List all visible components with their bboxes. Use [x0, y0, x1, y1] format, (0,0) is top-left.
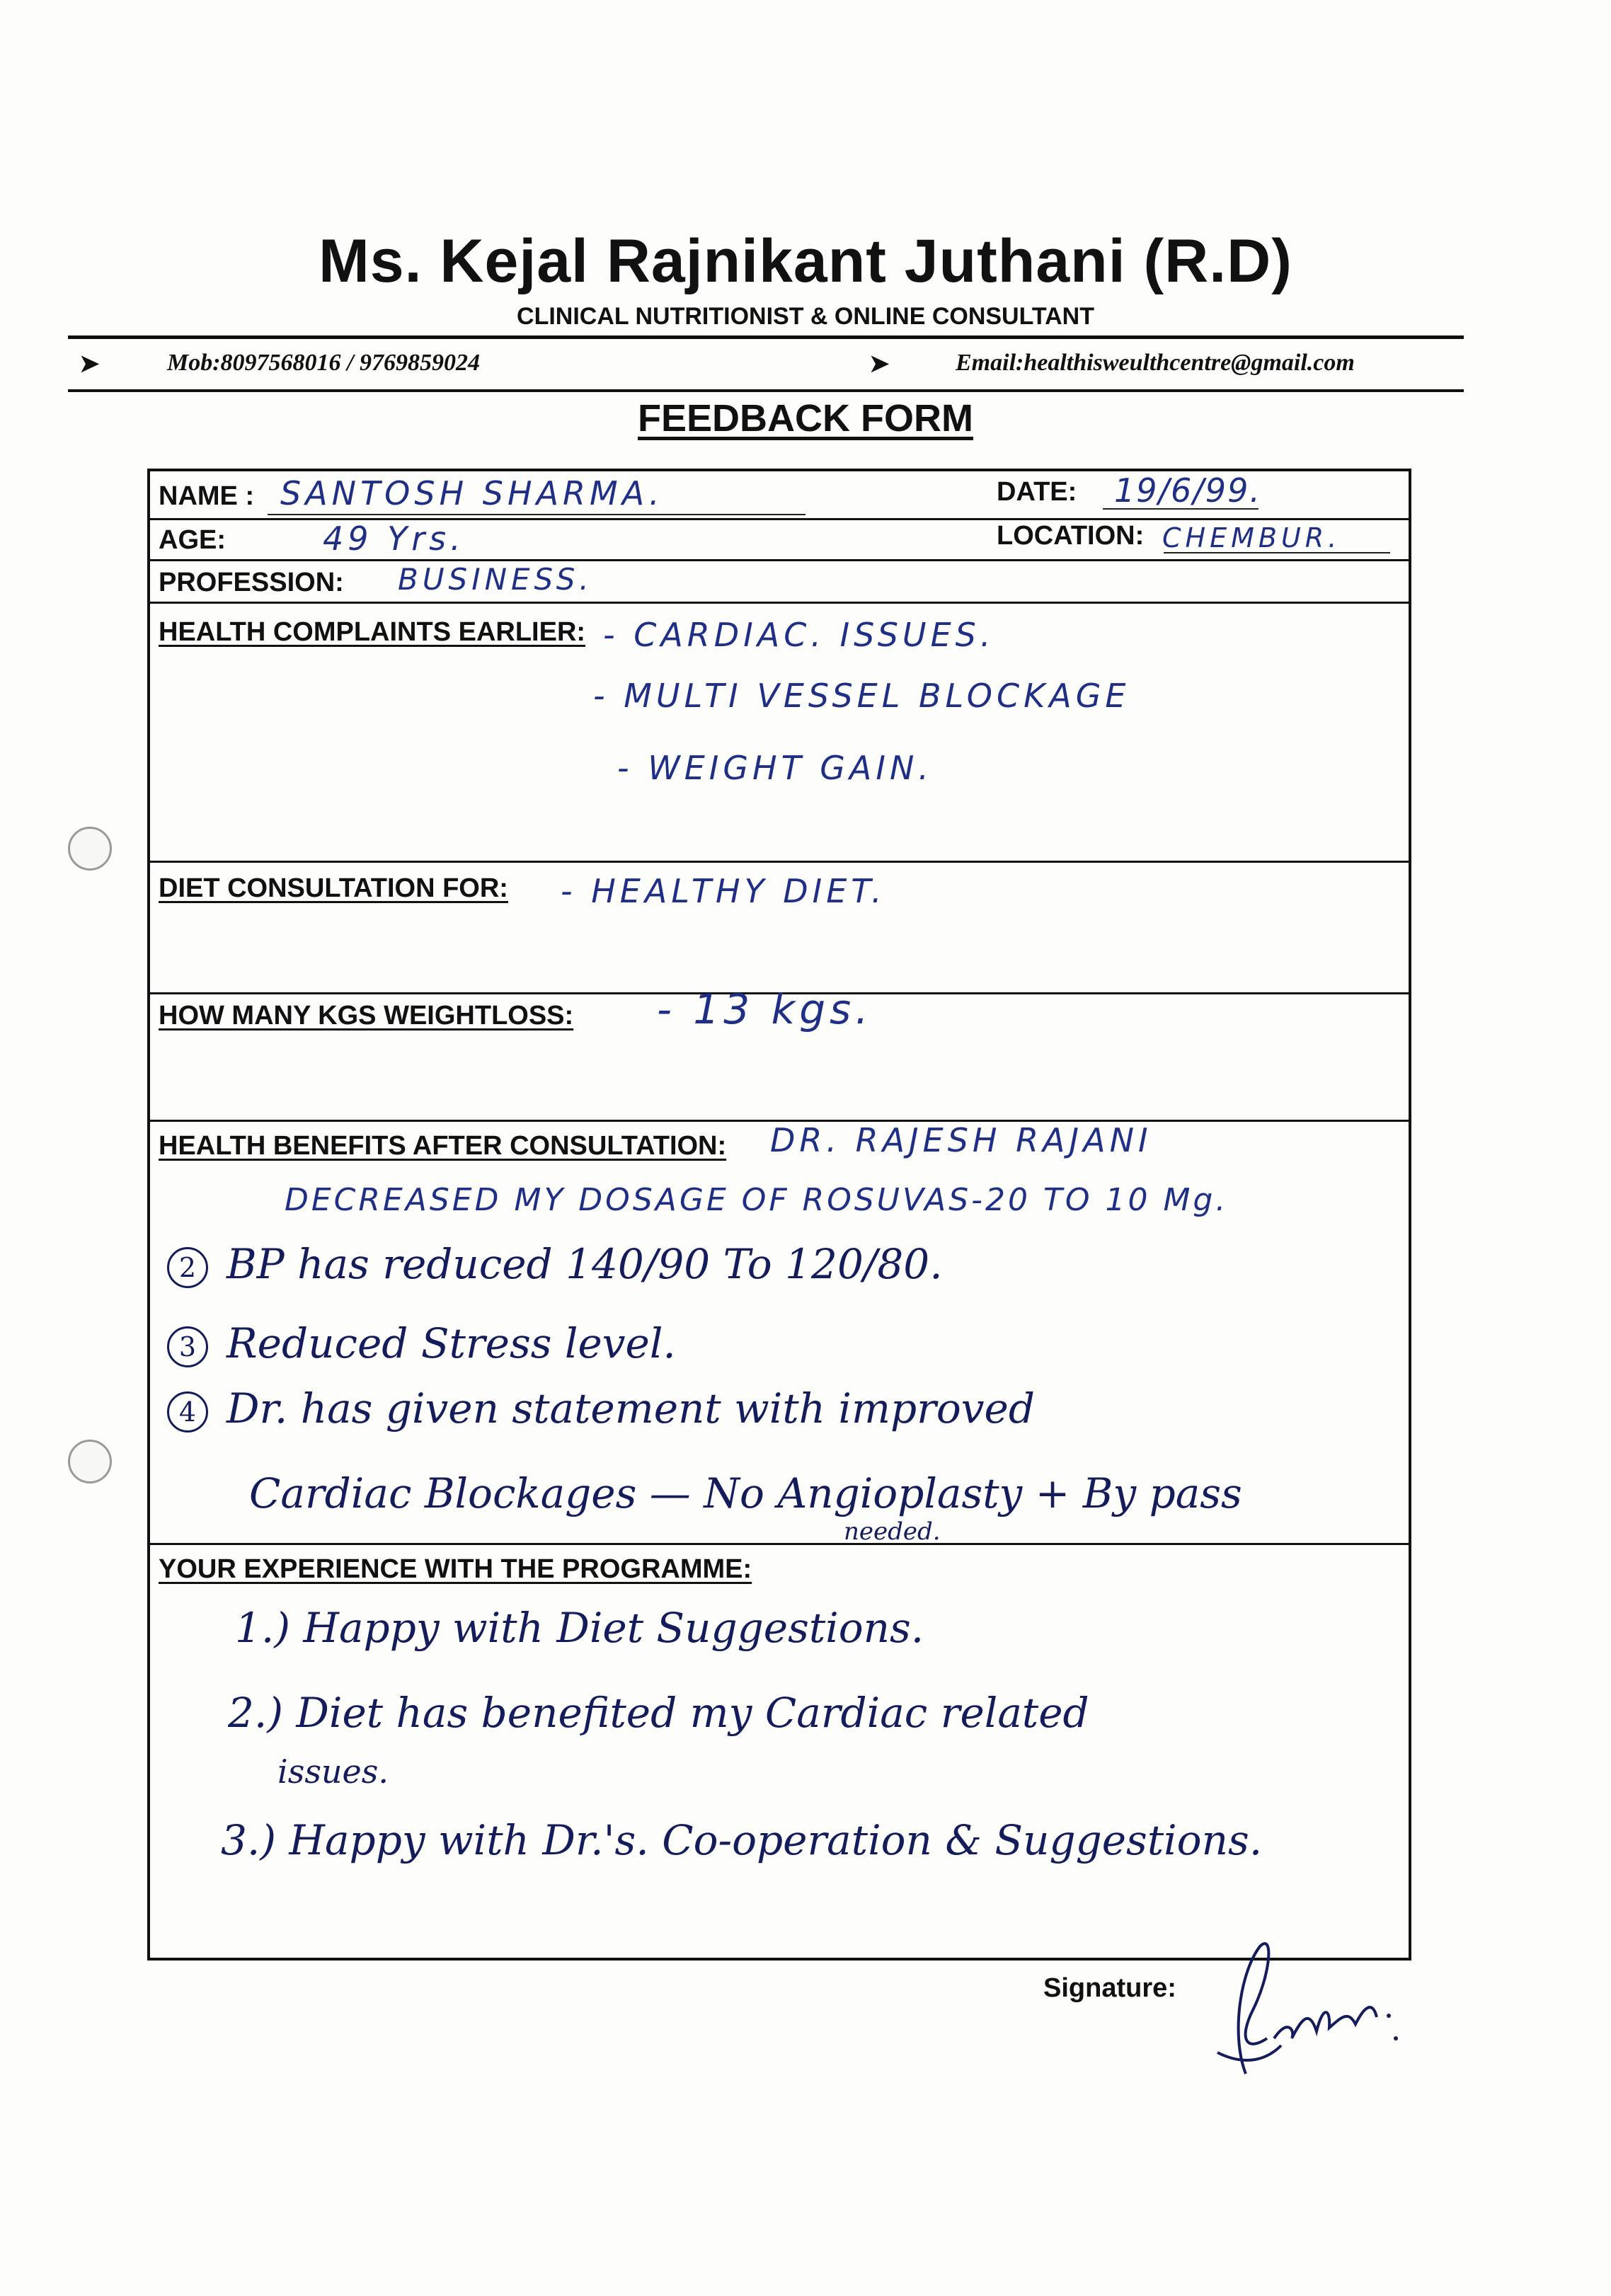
- health-benefits-label: HEALTH BENEFITS AFTER CONSULTATION:: [159, 1131, 727, 1161]
- complaint-item: - WEIGHT GAIN.: [617, 749, 934, 787]
- nutritionist-title: CLINICAL NUTRITIONIST & ONLINE CONSULTANT: [517, 303, 1094, 330]
- weight-loss-value: - 13 kgs.: [657, 985, 873, 1033]
- signature-label: Signature:: [1043, 1973, 1176, 2003]
- number-circle: 2: [167, 1247, 208, 1288]
- date-label: DATE:: [997, 477, 1077, 507]
- number-circle: 3: [167, 1326, 208, 1367]
- email-address: Email:healthisweulthcentre@gmail.com: [956, 350, 1355, 376]
- experience-label: YOUR EXPERIENCE WITH THE PROGRAMME:: [159, 1554, 752, 1584]
- health-complaints-label: HEALTH COMPLAINTS EARLIER:: [159, 617, 586, 647]
- name-fill-line: [268, 514, 806, 515]
- benefit-continuation: Cardiac Blockages — No Angioplasty + By pass: [249, 1469, 1242, 1517]
- age-value: 49 Yrs.: [323, 520, 465, 558]
- experience-item: 2.) Diet has benefited my Cardiac related: [228, 1689, 1089, 1737]
- signature-scribble-icon: [1203, 1932, 1416, 2088]
- diet-consultation-label: DIET CONSULTATION FOR:: [159, 873, 508, 903]
- header-rule-top: [68, 335, 1464, 339]
- benefit-item: [167, 1384, 1035, 1433]
- profession-label: PROFESSION:: [159, 568, 344, 597]
- name-value: SANTOSH SHARMA.: [280, 474, 664, 512]
- row-divider-complaints: [150, 861, 1409, 863]
- date-value: 19/6/99.: [1114, 471, 1261, 510]
- complaint-item: - MULTI VESSEL BLOCKAGE: [593, 677, 1130, 715]
- experience-item: 1.) Happy with Diet Suggestions.: [235, 1604, 924, 1652]
- benefits-dosage: DECREASED MY DOSAGE OF ROSUVAS-20 TO 10 Mg.: [285, 1182, 1229, 1218]
- benefit-needed-note: needed.: [844, 1517, 941, 1546]
- punch-hole-top: [68, 827, 112, 871]
- nutritionist-name: Ms. Kejal Rajnikant Juthani (R.D): [319, 227, 1292, 295]
- arrow-icon: ➤: [79, 350, 100, 377]
- benefit-item: [167, 1240, 943, 1288]
- benefit-text: BP has reduced 140/90 To 120/80.: [227, 1240, 943, 1288]
- benefit-item: [167, 1319, 676, 1367]
- location-value: CHEMBUR.: [1162, 522, 1341, 553]
- benefit-text: Reduced Stress level.: [227, 1319, 676, 1367]
- mobile-numbers: Mob:8097568016 / 9769859024: [167, 350, 480, 376]
- arrow-icon: ➤: [869, 350, 890, 377]
- complaint-item: - CARDIAC. ISSUES.: [603, 616, 995, 654]
- experience-item: 3.) Happy with Dr.'s. Co-operation & Suggestions.: [221, 1816, 1263, 1864]
- benefits-doctor: DR. RAJESH RAJANI: [770, 1121, 1152, 1159]
- row-divider-age: [150, 559, 1409, 561]
- weight-loss-label: HOW MANY KGS WEIGHTLOSS:: [159, 1001, 574, 1031]
- row-divider-profession: [150, 602, 1409, 604]
- header-rule-bottom: [68, 389, 1464, 392]
- form-title: FEEDBACK FORM: [638, 397, 973, 440]
- feedback-form-box: [147, 469, 1411, 1961]
- punch-hole-bottom: [68, 1440, 112, 1483]
- number-circle: 4: [167, 1391, 208, 1433]
- location-label: LOCATION:: [997, 521, 1145, 551]
- experience-item: issues.: [277, 1752, 389, 1791]
- benefit-text: Dr. has given statement with improved: [227, 1384, 1035, 1433]
- row-divider-benefits: [150, 1543, 1409, 1545]
- diet-consultation-value: - HEALTHY DIET.: [561, 872, 886, 910]
- signature-image: [1203, 1932, 1416, 2088]
- profession-value: BUSINESS.: [398, 562, 593, 597]
- age-label: AGE:: [159, 525, 226, 555]
- name-label: NAME :: [159, 481, 255, 511]
